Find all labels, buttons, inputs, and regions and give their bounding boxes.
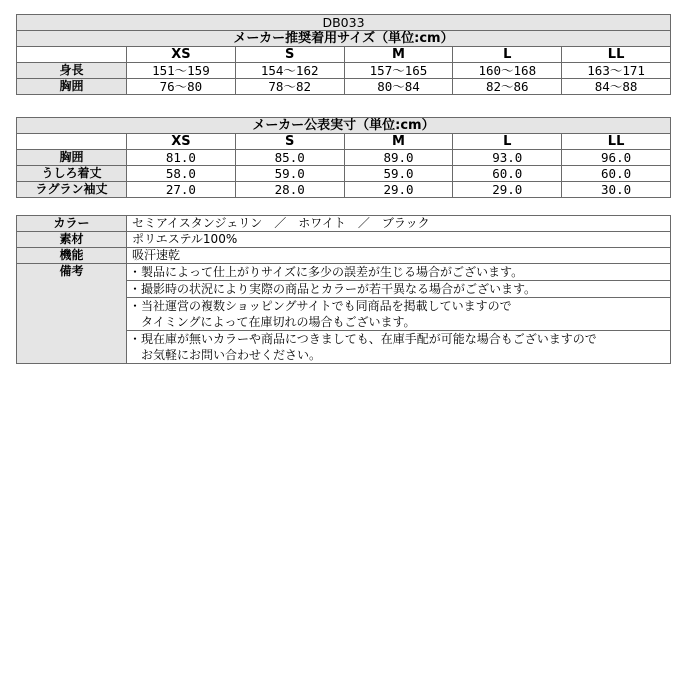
size-header-row [17, 47, 671, 63]
table-cell: 157～165 [344, 63, 453, 79]
table-cell: 96.0 [562, 150, 671, 166]
row-label: 胸囲 [17, 79, 127, 95]
size-header: S [235, 47, 344, 63]
spec-row-color [17, 216, 671, 232]
table-cell: 78～82 [235, 79, 344, 95]
table-cell: 59.0 [235, 166, 344, 182]
table-cell: 160～168 [453, 63, 562, 79]
note-line: お気軽にお問い合わせください。 [129, 348, 322, 362]
table-cell: 151～159 [127, 63, 236, 79]
row-label: カラー [17, 216, 127, 232]
color-value: セミアイスタンジェリン ／ ホワイト ／ ブラック [127, 216, 671, 232]
size-header: L [453, 134, 562, 150]
note-item [127, 331, 671, 364]
size-header: L [453, 47, 562, 63]
row-label: うしろ着丈 [17, 166, 127, 182]
table-cell: 93.0 [453, 150, 562, 166]
note-item [127, 264, 671, 281]
table-cell: 60.0 [562, 166, 671, 182]
note-line: ・撮影時の状況により実際の商品とカラーが若干異なる場合がございます。 [129, 282, 537, 296]
table-row [17, 150, 671, 166]
table-cell: 76～80 [127, 79, 236, 95]
table-cell: 29.0 [453, 182, 562, 198]
note-line: ・当社運営の複数ショッピングサイトでも同商品を掲載していますので [129, 299, 512, 313]
size-header: M [344, 47, 453, 63]
row-label: 機能 [17, 248, 127, 264]
table-row [17, 182, 671, 198]
table-cell: 29.0 [344, 182, 453, 198]
table-cell: 163～171 [562, 63, 671, 79]
spec-row-function [17, 248, 671, 264]
table-cell: 82～86 [453, 79, 562, 95]
table-cell: 30.0 [562, 182, 671, 198]
recommended-size-title: メーカー推奨着用サイズ（単位:cm） [17, 31, 671, 47]
row-label: ラグラン袖丈 [17, 182, 127, 198]
note-line: ・製品によって仕上がりサイズに多少の誤差が生じる場合がございます。 [129, 265, 524, 279]
table-row [17, 79, 671, 95]
row-label: 胸囲 [17, 150, 127, 166]
table-cell: 27.0 [127, 182, 236, 198]
size-header: XS [127, 47, 236, 63]
recommended-size-table [16, 14, 671, 95]
spec-row-notes [17, 264, 671, 281]
table-row [17, 63, 671, 79]
table-row [17, 166, 671, 182]
row-label: 備考 [17, 264, 127, 364]
size-header: LL [562, 47, 671, 63]
note-line: タイミングによって在庫切れの場合もございます。 [129, 315, 416, 329]
note-item [127, 281, 671, 298]
empty-corner-cell [17, 47, 127, 63]
actual-size-table [16, 117, 671, 198]
material-value: ポリエステル100% [127, 232, 671, 248]
table-cell: 85.0 [235, 150, 344, 166]
table-cell: 89.0 [344, 150, 453, 166]
size-header: LL [562, 134, 671, 150]
actual-size-title: メーカー公表実寸（単位:cm） [17, 118, 671, 134]
table-cell: 58.0 [127, 166, 236, 182]
table-cell: 59.0 [344, 166, 453, 182]
size-header: M [344, 134, 453, 150]
size-header: XS [127, 134, 236, 150]
function-value: 吸汗速乾 [127, 248, 671, 264]
empty-corner-cell [17, 134, 127, 150]
table-cell: 60.0 [453, 166, 562, 182]
table-cell: 28.0 [235, 182, 344, 198]
spec-row-material [17, 232, 671, 248]
product-code: DB033 [17, 15, 671, 31]
table-cell: 81.0 [127, 150, 236, 166]
spec-table [16, 215, 671, 364]
table-cell: 80～84 [344, 79, 453, 95]
table-cell: 84～88 [562, 79, 671, 95]
note-line: ・現在庫が無いカラーや商品につきましても、在庫手配が可能な場合もございますので [129, 332, 597, 346]
table-cell: 154～162 [235, 63, 344, 79]
note-item [127, 298, 671, 331]
row-label: 素材 [17, 232, 127, 248]
row-label: 身長 [17, 63, 127, 79]
size-header-row [17, 134, 671, 150]
size-header: S [235, 134, 344, 150]
